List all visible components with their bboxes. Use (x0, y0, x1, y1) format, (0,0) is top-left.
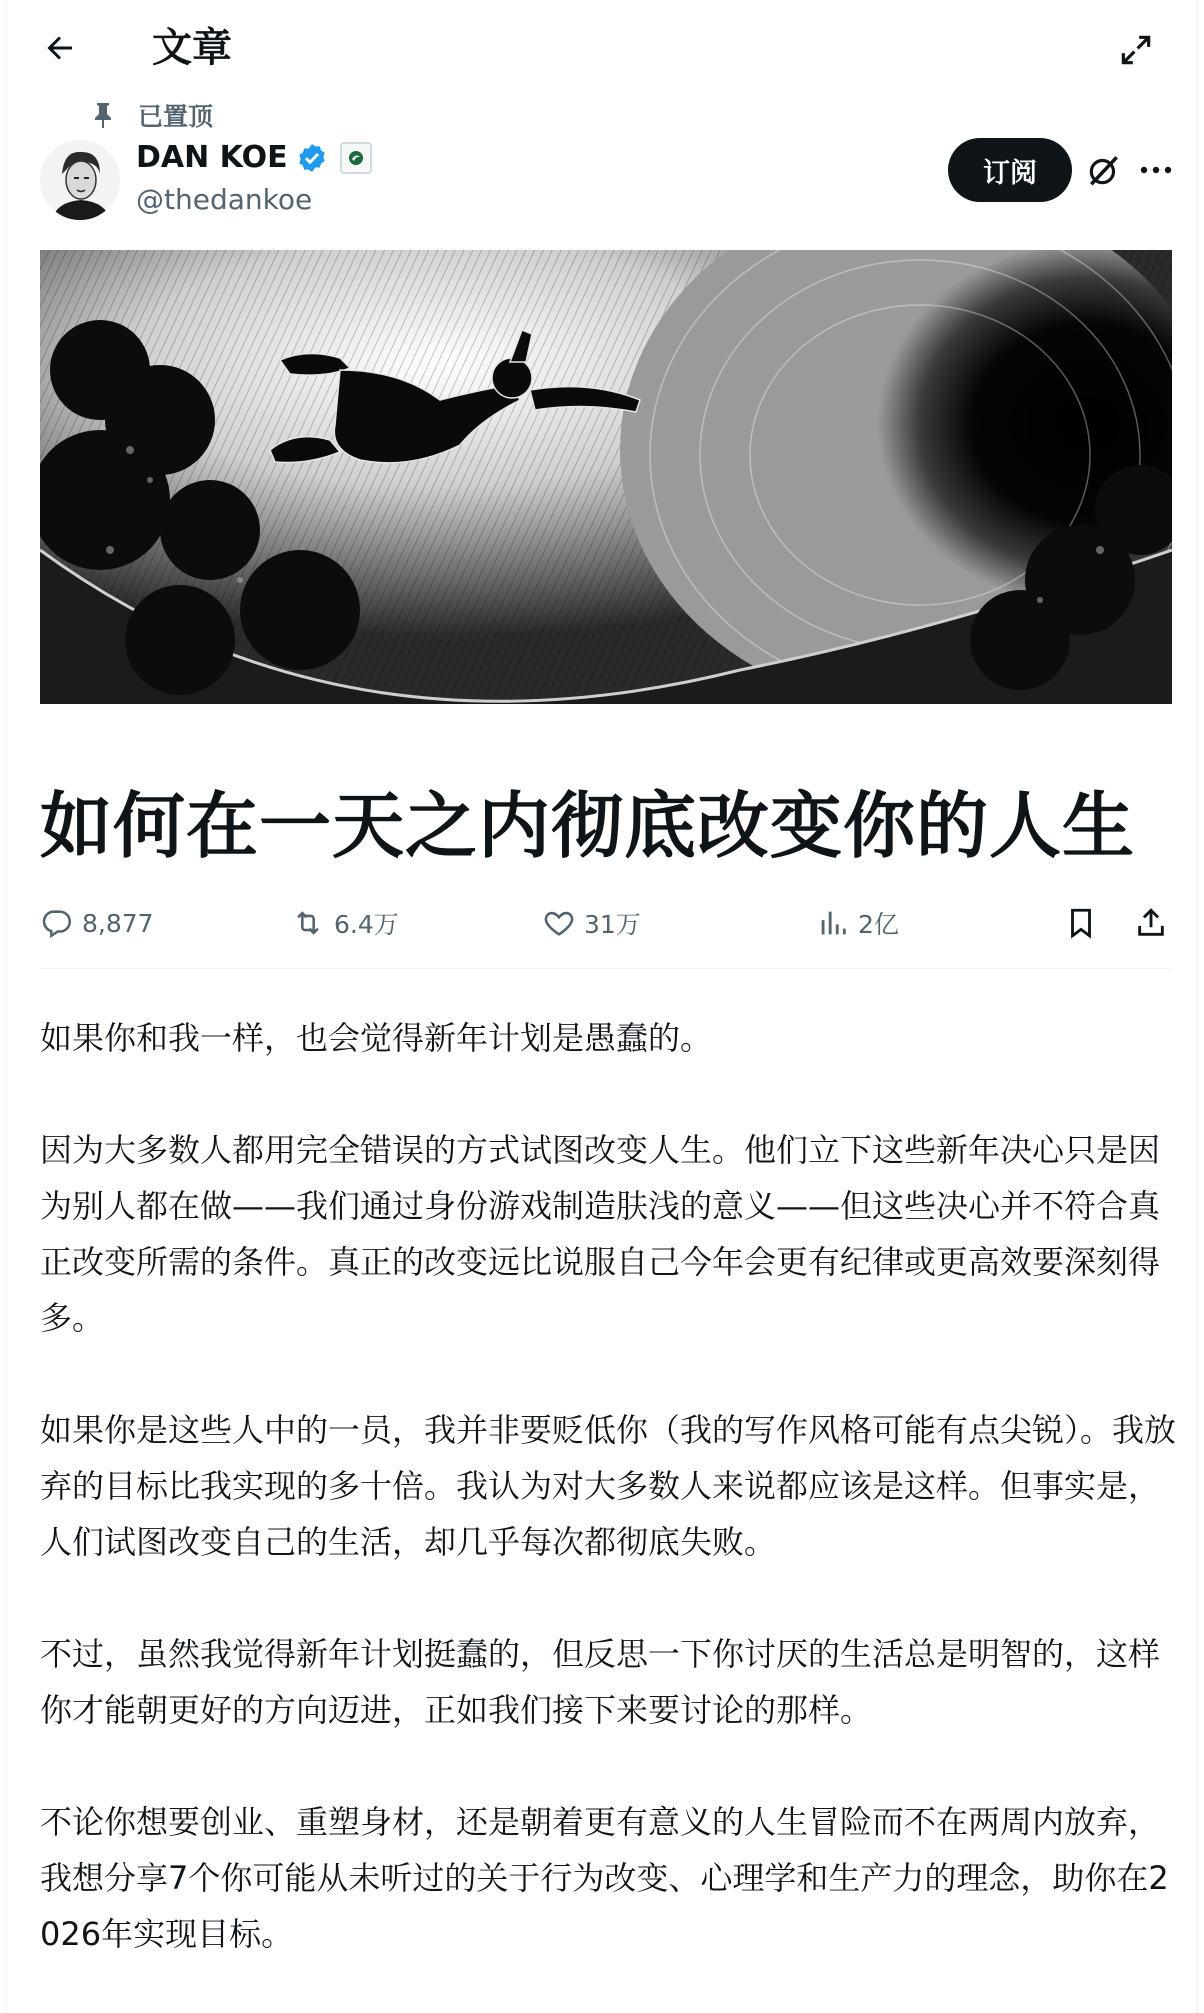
divider (40, 968, 1172, 969)
paragraph: 如果你是这些人中的一员，我并非要贬低你（我的写作风格可能有点尖锐）。我放弃的目标比我实现的多十倍。我认为对大多数人来说都应该是这样。但事实是，人们试图改变自己的生活，却几乎每次都彻底失败。 (40, 1411, 1177, 1561)
left-border (6, 0, 7, 2013)
hero-image[interactable] (40, 250, 1172, 704)
article-body (40, 1010, 1180, 2013)
repost-count: 6.4万 (334, 910, 399, 939)
like-count: 31万 (584, 910, 641, 939)
view-count: 2亿 (858, 910, 899, 939)
reply-icon (40, 906, 74, 940)
avatar[interactable] (40, 140, 120, 220)
pinned-indicator (90, 98, 213, 132)
paragraph: 因为大多数人都用完全错误的方式试图改变人生。他们立下这些新年决心只是因为别人都在做——我们通过身份游戏制造肤浅的意义——但这些决心并不符合真正改变所需的条件。真正的改变远比说服自己今年会更有纪律或更高效要深刻得多。 (40, 1131, 1161, 1337)
expand-button[interactable] (1110, 24, 1162, 76)
heart-icon (542, 906, 576, 940)
subscribe-button[interactable]: 订阅 (948, 138, 1072, 202)
arrow-left-icon (42, 30, 78, 66)
verified-badge-icon (296, 142, 328, 174)
bookmark-icon (1064, 906, 1098, 940)
author-name[interactable]: DAN KOE (136, 140, 288, 175)
pin-icon (90, 100, 116, 130)
reply-count: 8,877 (82, 908, 154, 938)
reply-button[interactable] (40, 898, 154, 948)
pinned-label: 已置顶 (138, 102, 214, 131)
views-button[interactable] (816, 898, 899, 948)
paragraph: 不论你想要创业、重塑身材，还是朝着更有意义的人生冒险而不在两周内放弃，我想分享7个你可能从未听过的关于行为改变、心理学和生产力的理念，助你在2026年实现目标。 (40, 1803, 1169, 1953)
grok-icon (1085, 151, 1123, 189)
engagement-bar (40, 898, 1176, 948)
hero-illustration (40, 250, 1172, 704)
affiliation-badge-icon[interactable] (340, 142, 372, 174)
more-button[interactable] (1134, 148, 1178, 192)
analytics-icon (816, 906, 850, 940)
bookmark-button[interactable] (1064, 898, 1098, 948)
paragraph: 如果你和我一样，也会觉得新年计划是愚蠢的。 (40, 1019, 713, 1057)
more-icon (1139, 165, 1173, 175)
author-name-row[interactable] (136, 138, 372, 178)
paragraph: 不过，虽然我觉得新年计划挺蠢的，但反思一下你讨厌的生活总是明智的，这样你才能朝更好的方向迈进，正如我们接下来要讨论的那样。 (40, 1635, 1161, 1729)
grok-button[interactable] (1082, 148, 1126, 192)
right-border (1197, 0, 1198, 2013)
back-button[interactable] (36, 24, 84, 72)
repost-icon (290, 906, 326, 940)
like-button[interactable] (542, 898, 641, 948)
expand-icon (1117, 31, 1155, 69)
repost-button[interactable] (290, 898, 399, 948)
article-title: 如何在一天之内彻底改变你的人生 (40, 784, 1136, 868)
page-title: 文章 (152, 25, 232, 71)
share-button[interactable] (1134, 898, 1168, 948)
share-icon (1134, 906, 1168, 940)
top-bar (0, 0, 1204, 100)
author-handle[interactable]: @thedankoe (136, 183, 313, 216)
